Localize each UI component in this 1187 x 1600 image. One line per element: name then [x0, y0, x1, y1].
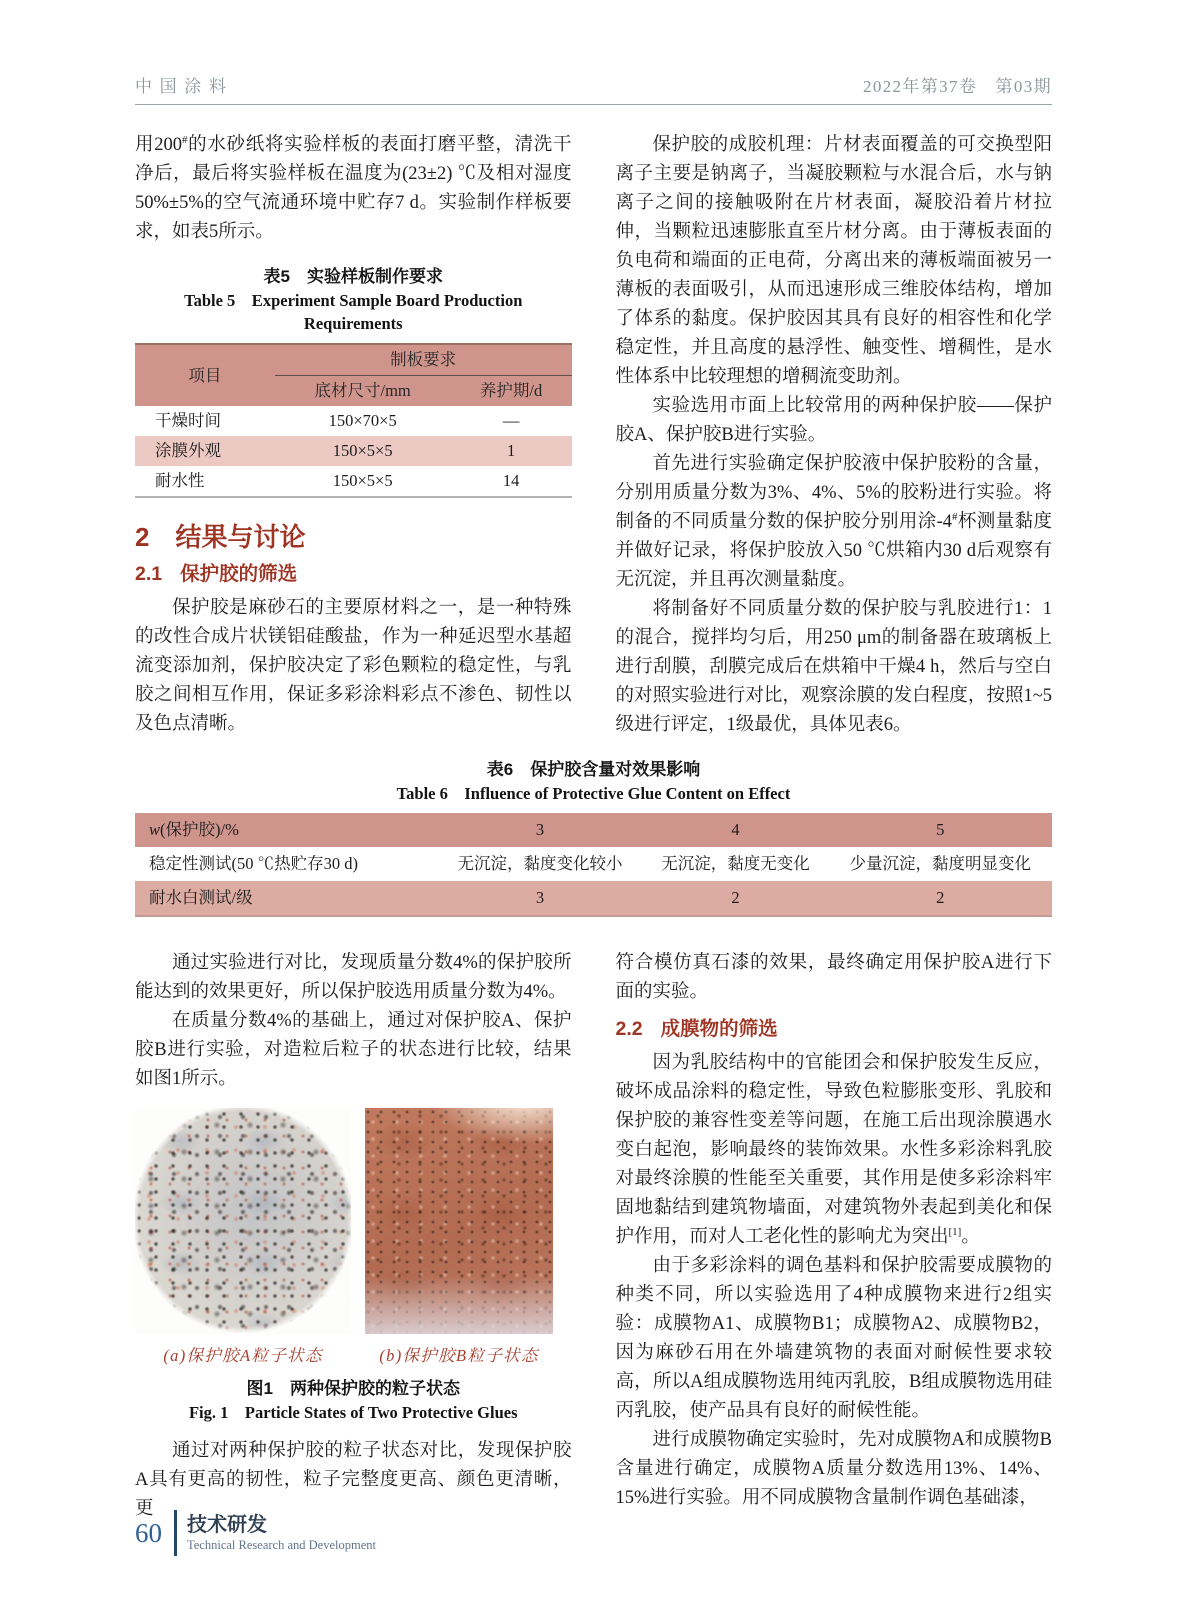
table5-header-size: 底材尺寸/mm: [275, 376, 451, 407]
left-column-upper: [135, 131, 572, 740]
body-paragraph: 在质量分数4%的基础上，通过对保护胶A、保护胶B进行实验，对造粒后粒子的状态进行比较，结果如图1所示。: [135, 1011, 572, 1089]
body-paragraph: 保护胶是麻砂石的主要原材料之一，是一种特殊的改性合成片状镁铝硅酸盐，作为一种延迟型水基超流变添加剂，保护胶决定了彩色颗粒的稳定性，与乳胶之间相互作用，保证多彩涂料彩点不渗色、韧性以及色点清晰。: [135, 598, 572, 734]
table5-header-item: 项目: [135, 344, 275, 406]
upper-columns: [135, 131, 1052, 740]
table-row: 稳定性测试(50 ℃热贮存30 d) 无沉淀，黏度变化较小 无沉淀，黏度无变化 少量沉淀，黏度明显变化: [149, 854, 1032, 873]
footer-section-subtitle: Technical Research and Development: [187, 1537, 376, 1552]
body-paragraph: 因为乳胶结构中的官能团会和保护胶发生反应，破坏成品涂料的稳定性，导致色粒膨胀变形、乳胶和保护胶的兼容性变差等问题，在施工后出现涂膜遇水变白起泡，影响最终的装饰效果。水性多彩涂料乳胶对最终涂膜的性能至关重要，其作用是使多彩涂料牢固地黏结到建筑物墙面，对建筑物外表起到美化和保护作用，而对人工老化性的影响尤为突出[1]。: [615, 1053, 1052, 1247]
page-footer: [135, 1510, 376, 1556]
body-paragraph: 符合模仿真石漆的效果，最终确定用保护胶A进行下面的实验。: [615, 953, 1052, 1002]
table6-title-zh: 表6 保护胶含量对效果影响: [486, 760, 701, 779]
section-2-2-heading: 2.2 成膜物的筛选: [615, 1018, 778, 1040]
body-paragraph: 用200#的水砂纸将实验样板的表面打磨平整，清洗干净后，最后将实验样板在温度为(23±2) ℃及相对湿度50%±5%的空气流通环境中贮存7 d。实验制作样板要求，如表5所示。: [135, 133, 572, 242]
table-6: [135, 813, 1052, 917]
reference-superscript: [1]: [948, 1225, 962, 1238]
table-5: [135, 343, 572, 498]
table5-header-requirements: 制板要求: [275, 344, 572, 376]
right-column-lower: [616, 943, 1053, 1524]
footer-divider-bar: [174, 1510, 177, 1556]
body-paragraph: 保护胶的成胶机理：片材表面覆盖的可交换型阳离子主要是钠离子，当凝胶颗粒与水混合后，水与钠离子之间的接触吸附在片材表面，凝胶沿着片材拉伸，当颗粒迅速膨胀直至片材分离。由于薄板表面的负电荷和端面的正电荷，分离出来的薄板端面被另一薄板的表面吸引，从而迅速形成三维胶体结构，增加了体系的黏度。保护胶因其具有良好的相容性和化学稳定性，并且高度的悬浮性、触变性、增稠性，是水性体系中比较理想的增稠流变助剂。: [615, 135, 1052, 387]
figure-1-images: [135, 1108, 572, 1334]
table5-title-zh: 表5 实验样板制作要求: [263, 267, 443, 286]
figure-1-caption-en: Fig. 1 Particle States of Two Protective Glues: [188, 1403, 518, 1422]
body-paragraph: 通过对两种保护胶的粒子状态对比，发现保护胶A具有更高的韧性，粒子完整度更高、颜色更清晰，更: [135, 1441, 572, 1519]
protective-glue-A-particles-photo: [135, 1108, 351, 1334]
left-column-lower: [135, 943, 572, 1524]
table-row: w(保护胶)/% 3 4 5: [135, 813, 1052, 847]
body-paragraph: 将制备好不同质量分数的保护胶与乳胶进行1：1的混合，搅拌均匀后，用250 μm的制备器在玻璃板上进行刮膜，刮膜完成后在烘箱中干燥4 h，然后与空白的对照实验进行对比，观察涂膜的发白程度，按照1~5级进行评定，1级最优，具体见表6。: [615, 599, 1052, 735]
body-paragraph: 由于多彩涂料的调色基料和保护胶需要成膜物的种类不同，所以实验选用了4种成膜物来进行2组实验：成膜物A1、成膜物B1；成膜物A2、成膜物B2，因为麻砂石用在外墙建筑物的表面对耐候性要求较高，所以A组成膜物选用纯丙乳胶，B组成膜物选用硅丙乳胶，使产品具有良好的耐候性能。: [615, 1256, 1052, 1421]
section-2-1-heading: 2.1 保护胶的筛选: [135, 563, 298, 585]
lower-columns: [135, 943, 1052, 1524]
table6-title-en: Table 6 Influence of Protective Glue Content on Effect: [396, 784, 791, 803]
footer-page-number: 60: [135, 1518, 162, 1548]
footer-section-title: 技术研发: [187, 1513, 267, 1536]
table-row: 耐水白测试/级 3 2 2: [135, 881, 1052, 916]
page-header: [135, 72, 1052, 105]
table-row: 涂膜外观 150×5×5 1: [135, 436, 572, 466]
table-row: 耐水性 150×5×5 14: [155, 471, 520, 490]
figure-1-caption-zh: 图1 两种保护胶的粒子状态: [246, 1379, 460, 1398]
subcaption-a: (a)保护胶A粒子状态: [163, 1346, 323, 1365]
table5-title-en: Table 5 Experiment Sample Board Production Requirements: [184, 291, 523, 333]
body-paragraph: 实验选用市面上比较常用的两种保护胶——保护胶A、保护胶B进行实验。: [615, 396, 1052, 445]
body-paragraph: 通过实验进行对比，发现质量分数4%的保护胶所能达到的效果更好，所以保护胶选用质量分数为4%。: [135, 953, 572, 1002]
superscript: #: [952, 510, 958, 523]
right-column-upper: [616, 131, 1053, 740]
journal-name: 中国涂料: [135, 77, 234, 96]
table6-block: [135, 758, 1052, 917]
table-row: 干燥时间 150×70×5 —: [155, 411, 520, 430]
protective-glue-B-particles-photo: [365, 1108, 553, 1334]
table5-header-cure: 养护期/d: [451, 376, 572, 407]
body-paragraph: 进行成膜物确定实验时，先对成膜物A和成膜物B含量进行确定，成膜物A质量分数选用13%、14%、15%进行实验。用不同成膜物含量制作调色基础漆，: [615, 1430, 1052, 1508]
body-paragraph: 首先进行实验确定保护胶液中保护胶粉的含量，分别用质量分数为3%、4%、5%的胶粉进行实验。将制备的不同质量分数的保护胶分别用涂-4#杯测量黏度并做好记录，将保护胶放入50 ℃烘箱内30 d后观察有无沉淀，并且再次测量黏度。: [615, 454, 1052, 590]
superscript: #: [181, 133, 188, 146]
subcaption-b: (b)保护胶B粒子状态: [379, 1346, 539, 1365]
section-2-heading: 2 结果与讨论: [135, 522, 306, 552]
issue-info: 2022年第37卷 第03期: [862, 77, 1052, 96]
figure-1-subcaptions: [135, 1342, 572, 1366]
